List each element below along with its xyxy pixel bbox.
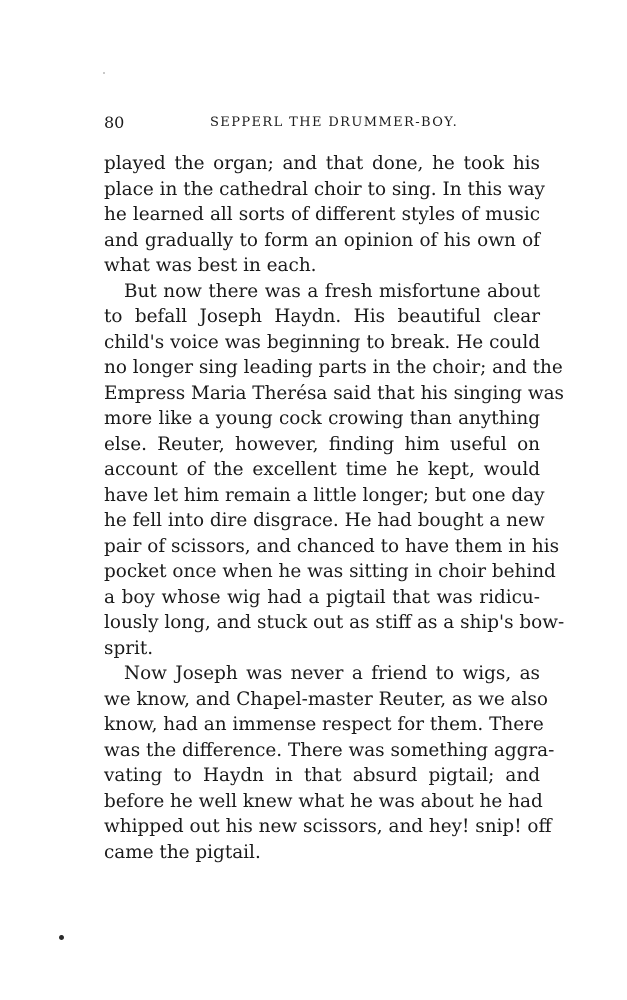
text-line: pair of scissors, and chanced to have them in his xyxy=(104,535,560,557)
text-line: else. Reuter, however, finding him useful on xyxy=(104,433,540,455)
text-line: and gradually to form an opinion of his own of xyxy=(104,229,540,251)
text-line: we know, and Chapel-master Reuter, as we also xyxy=(104,688,548,710)
text-line: before he well knew what he was about he had xyxy=(104,790,543,812)
text-line: a boy whose wig had a pigtail that was ridicu- xyxy=(104,586,540,608)
text-line: account of the excellent time he kept, would xyxy=(104,459,540,480)
paragraph-3 xyxy=(104,661,555,865)
text-line: lously long, and stuck out as stiff as a ship's bow- xyxy=(104,612,565,633)
text-line: Empress Maria Therésa said that his singing was xyxy=(104,382,564,404)
text-line: pocket once when he was sitting in choir behind xyxy=(104,561,556,582)
text-line: he fell into dire disgrace. He had bought a new xyxy=(104,510,545,531)
text-line: have let him remain a little longer; but one day xyxy=(104,484,545,506)
text-line: what was best in each. xyxy=(104,255,317,276)
print-speck xyxy=(103,72,105,74)
text-line: place in the cathedral choir to sing. In this way xyxy=(104,178,545,200)
print-speck xyxy=(59,935,64,940)
text-line: But now there was a fresh misfortune about xyxy=(124,280,540,302)
running-head: SEPPERL THE DRUMMER-BOY. xyxy=(210,115,459,130)
text-line: child's voice was beginning to break. He could xyxy=(104,331,540,353)
text-line: more like a young cock crowing than anything xyxy=(104,408,540,429)
text-line: vating to Haydn in that absurd pigtail; and xyxy=(104,765,540,786)
text-line: Now Joseph was never a friend to wigs, as xyxy=(124,663,540,684)
text-line: know, had an immense respect for them. There xyxy=(104,714,544,735)
text-line: was the difference. There was something aggra- xyxy=(104,739,555,761)
text-line: no longer sing leading parts in the choir; and the xyxy=(104,357,563,378)
text-line: whipped out his new scissors, and hey! snip! off xyxy=(104,816,552,837)
paragraph-2 xyxy=(104,279,565,662)
body-text xyxy=(104,151,565,865)
text-line: came the pigtail. xyxy=(104,841,261,863)
text-line: to befall Joseph Haydn. His beautiful clear xyxy=(104,306,540,327)
text-line: sprit. xyxy=(104,637,154,659)
text-line: played the organ; and that done, he took his xyxy=(104,153,540,174)
page-header xyxy=(104,113,540,135)
paragraph-1 xyxy=(104,151,545,279)
text-line: he learned all sorts of different styles of music xyxy=(104,204,540,225)
page-number: 80 xyxy=(104,113,125,132)
